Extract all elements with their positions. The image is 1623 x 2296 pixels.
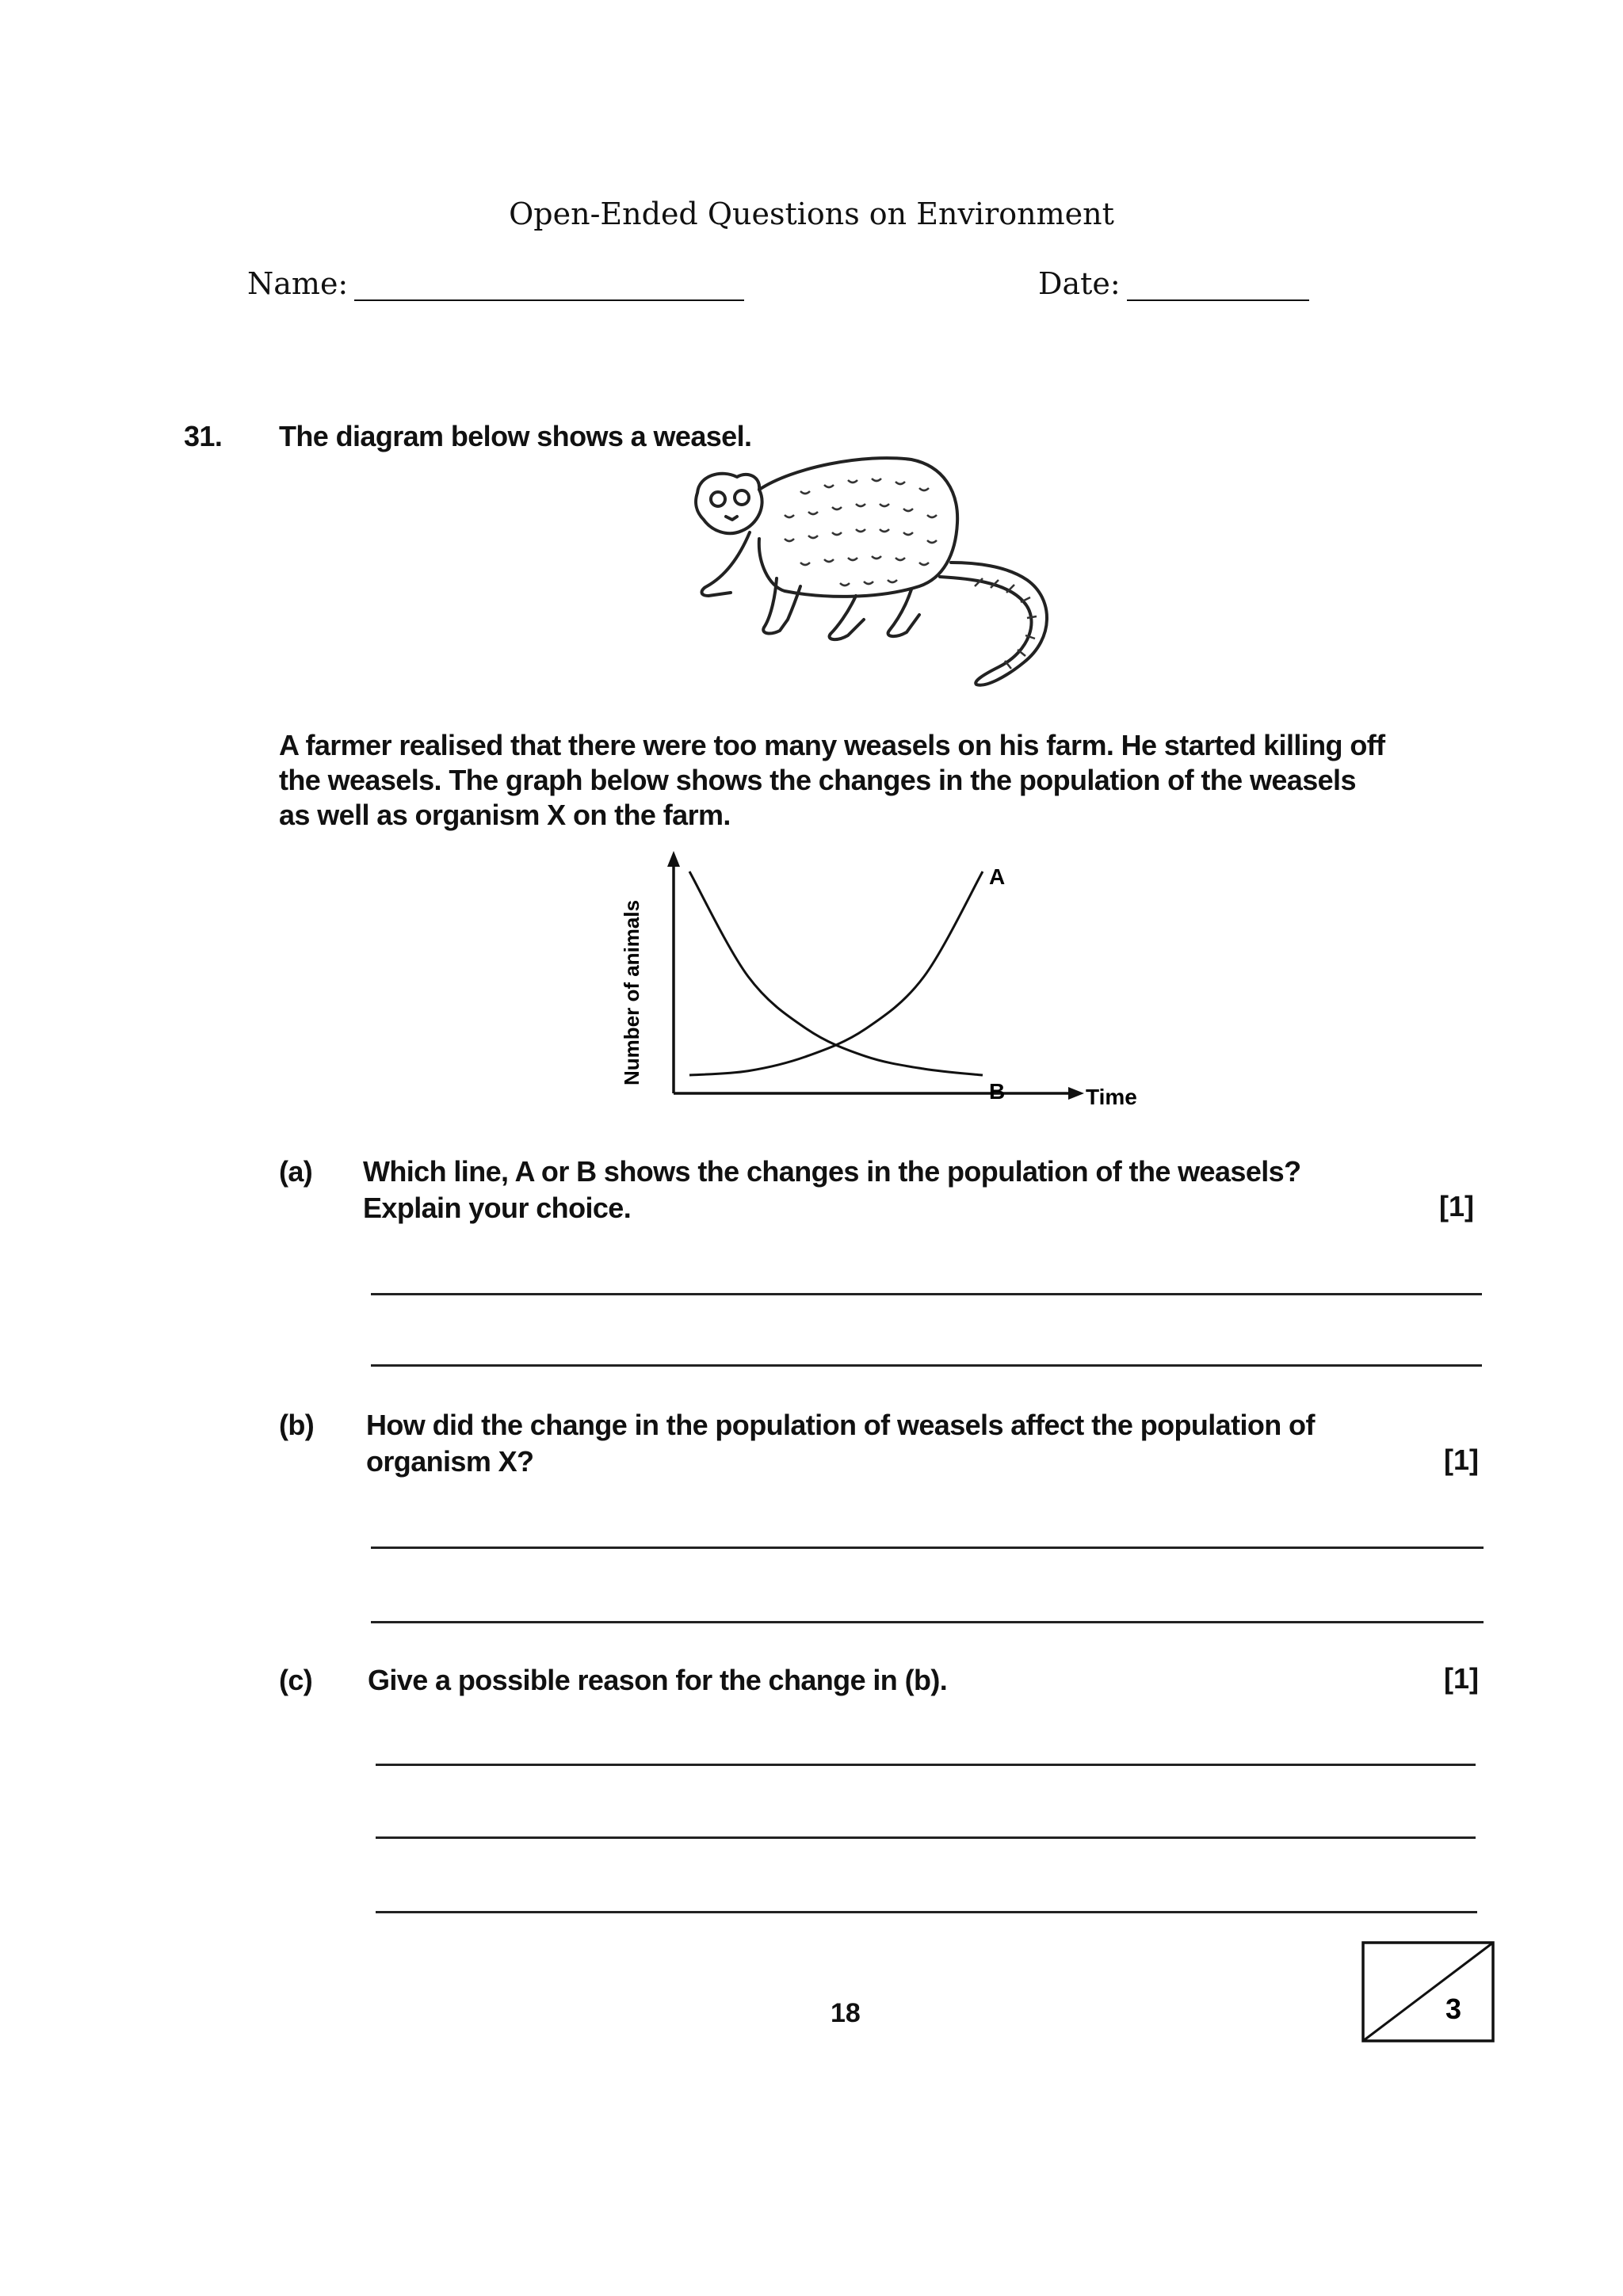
y-axis-label: Number of animals <box>620 899 643 1085</box>
part-c-line-1: Give a possible reason for the change in (b). <box>368 1664 948 1696</box>
x-axis-arrow <box>1068 1087 1084 1100</box>
part-c-answer-line-3[interactable] <box>376 1911 1477 1913</box>
context-line-2: the weasels. The graph below shows the changes in the population of the weasels <box>279 764 1356 796</box>
part-a-label: (a) <box>279 1155 313 1188</box>
series-label-b: B <box>989 1079 1006 1104</box>
series-line-b <box>689 871 983 1075</box>
y-axis-arrow <box>667 851 680 867</box>
date-field <box>1038 266 1309 301</box>
date-blank[interactable] <box>1127 273 1309 301</box>
page-number: 18 <box>831 1998 861 2028</box>
part-a-answer-line-2[interactable] <box>371 1364 1482 1367</box>
date-label: Date: <box>1038 266 1121 301</box>
part-b-line-1: How did the change in the population of weasels affect the population of <box>366 1409 1315 1441</box>
context-line-1: A farmer realised that there were too many weasels on his farm. He started killing off <box>279 729 1385 761</box>
question-intro: The diagram below shows a weasel. <box>279 420 752 452</box>
context-line-3: as well as organism X on the farm. <box>279 799 731 831</box>
part-b-answer-line-2[interactable] <box>371 1621 1484 1623</box>
part-b-marks: [1] <box>1444 1444 1479 1476</box>
part-b-line-2: organism X? <box>366 1445 534 1478</box>
name-blank[interactable] <box>354 273 744 301</box>
population-graph <box>610 848 1165 1121</box>
part-a-answer-line-1[interactable] <box>371 1293 1482 1295</box>
part-c-label: (c) <box>279 1664 313 1696</box>
part-b-answer-line-1[interactable] <box>371 1547 1484 1549</box>
worksheet-title: Open-Ended Questions on Environment <box>509 196 1114 231</box>
question-number: 31. <box>184 420 223 452</box>
name-field <box>247 266 744 301</box>
part-c-answer-line-1[interactable] <box>376 1764 1476 1766</box>
name-label: Name: <box>247 266 349 301</box>
x-axis-label: Time <box>1086 1085 1137 1109</box>
part-c-marks: [1] <box>1444 1662 1479 1695</box>
part-a-line-2: Explain your choice. <box>363 1192 632 1224</box>
series-label-a: A <box>989 864 1006 889</box>
part-a-marks: [1] <box>1439 1190 1474 1222</box>
score-box-total: 3 <box>1445 1993 1462 2025</box>
part-a-line-1: Which line, A or B shows the changes in the population of the weasels? <box>363 1155 1301 1188</box>
score-box <box>1357 1938 1499 2046</box>
part-c-answer-line-2[interactable] <box>376 1836 1476 1839</box>
weasel-illustration <box>682 444 1062 697</box>
part-b-label: (b) <box>279 1409 315 1441</box>
